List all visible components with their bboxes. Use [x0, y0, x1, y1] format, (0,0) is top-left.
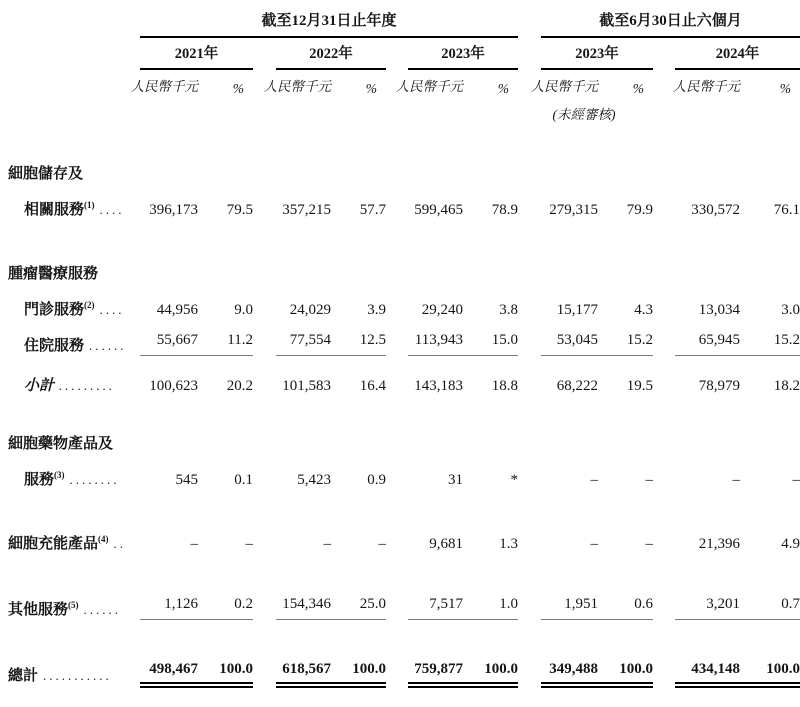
row-cell-drug-line1: [2, 419, 800, 453]
value-cell: 12.5: [331, 319, 386, 355]
gap-cell: [386, 453, 408, 489]
value-cell: –: [792, 471, 800, 488]
row-label: [2, 517, 140, 553]
gap-cell: [518, 517, 541, 553]
row-subtotal: [2, 355, 800, 395]
value-cell: 19.5: [626, 377, 654, 394]
year-label-2022: 2022年: [276, 37, 386, 69]
empty-cell: [2, 69, 140, 97]
value-cell: 100,623: [149, 377, 198, 394]
row-inpatient-services: [2, 319, 800, 355]
gap-cell: [518, 643, 541, 685]
total-value-cell: 349,488: [541, 643, 598, 685]
row-label-text: 相關服務: [24, 201, 85, 218]
value-cell: 31: [448, 471, 463, 488]
value-cell: 13,034: [698, 301, 741, 318]
gap-cell: [386, 283, 408, 319]
unit-header-row: [2, 69, 800, 97]
value-cell: 0.6: [598, 583, 653, 619]
spacer-row: [2, 553, 800, 583]
row-label-text: 小計: [24, 377, 55, 394]
value-cell: 15.2: [740, 319, 800, 355]
row-cell-energy-products: [2, 517, 800, 553]
unit-label: [395, 69, 463, 97]
value-cell: 1.3: [499, 535, 519, 552]
row-label-text: 服務: [24, 471, 55, 488]
value-cell: 16.4: [359, 377, 386, 394]
row-cell-storage-related-services: [2, 183, 800, 219]
footnote-marker: (1): [84, 199, 95, 210]
gap-cell: [253, 319, 276, 355]
unit-label-text: 人民幣千元: [395, 79, 463, 95]
gap-cell: [386, 517, 408, 553]
total-label: [2, 643, 140, 685]
row-label: [2, 453, 140, 489]
value-cell: 0.2: [198, 583, 253, 619]
pct-label: %: [365, 81, 377, 97]
total-value-cell: 100.0: [463, 643, 518, 685]
value-cell: 18.2: [773, 377, 800, 394]
spacer-row: [2, 123, 800, 149]
row-label: [2, 319, 140, 355]
total-value-cell: 618,567: [276, 643, 331, 685]
empty-cell: [2, 97, 518, 123]
value-cell: 0.9: [367, 471, 386, 488]
gap-cell: [653, 183, 675, 219]
gap-cell: [518, 97, 541, 123]
value-cell: –: [245, 535, 253, 552]
year-label-2023-interim: 2023年: [541, 37, 653, 69]
value-cell: 53,045: [541, 319, 598, 355]
value-cell: –: [732, 471, 741, 488]
period-jun-header: 截至6月30日止六個月: [541, 2, 800, 37]
unit-label: [672, 69, 741, 97]
row-label-text: 其他服務: [8, 601, 69, 618]
leader-dots: ..: [113, 535, 127, 551]
row-label: 細胞儲存及: [8, 165, 84, 182]
row-cell-drug-services: [2, 453, 800, 489]
value-cell: 113,943: [408, 319, 463, 355]
value-cell: 24,029: [289, 301, 331, 318]
gap-cell: [253, 183, 276, 219]
pct-label: %: [497, 81, 510, 97]
gap-cell: [386, 643, 408, 685]
value-cell: 25.0: [331, 583, 386, 619]
unaudited-note: (未經審核): [552, 107, 616, 123]
value-cell: 21,396: [698, 535, 741, 552]
gap-cell: [253, 517, 276, 553]
gap-cell: [653, 37, 675, 69]
empty-cell: [2, 2, 140, 37]
year-label-2021: 2021年: [140, 37, 253, 69]
value-cell: 330,572: [691, 201, 741, 218]
gap-cell: [653, 319, 675, 355]
value-cell: 3.8: [499, 301, 519, 318]
value-cell: 3,201: [675, 583, 740, 619]
row-label-text: 門診服務: [24, 301, 85, 318]
row-other-services: [2, 583, 800, 619]
gap-cell: [518, 319, 541, 355]
year-label-2024: 2024年: [675, 37, 800, 69]
gap-cell: [253, 37, 276, 69]
value-cell: 545: [175, 471, 198, 488]
revenue-breakdown-table: [2, 2, 800, 688]
value-cell: 3.0: [781, 301, 800, 318]
value-cell: 79.5: [226, 201, 253, 218]
total-value-cell: 434,148: [675, 643, 740, 685]
value-cell: 4.9: [781, 535, 800, 552]
value-cell: 5,423: [297, 471, 331, 488]
value-cell: 1,126: [140, 583, 198, 619]
value-cell: 11.2: [198, 319, 253, 355]
pct-label: %: [232, 81, 244, 97]
row-total: [2, 643, 800, 685]
gap-cell: [518, 183, 541, 219]
unit-label: [130, 69, 198, 97]
value-cell: 29,240: [421, 301, 463, 318]
pct-label: %: [632, 81, 645, 97]
empty-cell: [653, 97, 800, 123]
period-header-row: [2, 2, 800, 37]
value-cell: 20.2: [226, 377, 253, 394]
year-label-2023: 2023年: [408, 37, 518, 69]
value-cell: 76.1: [773, 201, 800, 218]
spacer-row: [2, 619, 800, 643]
gap-cell: [386, 319, 408, 355]
unaudited-row: [2, 97, 800, 123]
total-value-cell: 759,877: [408, 643, 463, 685]
row-label: [2, 183, 140, 219]
value-cell: 279,315: [549, 201, 599, 218]
spacer-row: [2, 489, 800, 517]
footnote-marker: (4): [98, 533, 109, 544]
total-value-cell: 100.0: [331, 643, 386, 685]
value-cell: 7,517: [408, 583, 463, 619]
value-cell: 68,222: [556, 377, 599, 394]
footnote-marker: (5): [68, 599, 79, 610]
value-cell: 101,583: [282, 377, 331, 394]
value-cell: 154,346: [276, 583, 331, 619]
value-cell: 78.9: [491, 201, 519, 218]
total-value-cell: 498,467: [140, 643, 198, 685]
pct-label: %: [779, 81, 792, 97]
leader-dots: ...........: [43, 667, 112, 683]
gap-cell: [253, 283, 276, 319]
leader-dots: ....: [99, 201, 125, 217]
value-cell: –: [645, 471, 654, 488]
leader-dots: ......: [89, 337, 127, 353]
value-cell: 4.3: [634, 301, 654, 318]
unit-label-text: 人民幣千元: [672, 79, 741, 95]
gap-cell: [653, 517, 675, 553]
gap-cell: [653, 643, 675, 685]
value-cell: 3.9: [367, 301, 386, 318]
value-cell: 44,956: [156, 301, 198, 318]
gap-cell: [253, 355, 276, 395]
row-label: 細胞藥物產品及: [8, 435, 114, 452]
gap-cell: [653, 453, 675, 489]
row-oncology-header: [2, 249, 800, 283]
spacer-row: [2, 395, 800, 419]
gap-cell: [653, 583, 675, 619]
value-cell: –: [645, 535, 654, 552]
value-cell: 15,177: [556, 301, 599, 318]
unit-label-text: 人民幣千元: [263, 79, 331, 95]
leader-dots: ......: [83, 601, 122, 617]
row-label-text: 總計: [8, 667, 39, 684]
value-cell: 15.0: [463, 319, 518, 355]
value-cell: 599,465: [414, 201, 463, 218]
leader-dots: ....: [99, 301, 125, 317]
gap-cell: [518, 583, 541, 619]
footnote-marker: (2): [84, 299, 95, 310]
unit-label: [263, 69, 331, 97]
value-cell: 15.2: [598, 319, 653, 355]
value-cell: 55,667: [140, 319, 198, 355]
value-cell: 396,173: [149, 201, 198, 218]
value-cell: 79.9: [626, 201, 654, 218]
value-cell: 0.7: [740, 583, 800, 619]
gap-cell: [253, 643, 276, 685]
value-cell: *: [510, 471, 519, 488]
footnote-marker: (3): [54, 469, 65, 480]
gap-cell: [386, 355, 408, 395]
value-cell: –: [323, 535, 331, 552]
value-cell: 9.0: [234, 301, 253, 318]
value-cell: 143,183: [414, 377, 463, 394]
total-value-cell: 100.0: [198, 643, 253, 685]
leader-dots: ........: [69, 471, 120, 487]
value-cell: 77,554: [276, 319, 331, 355]
leader-dots: .........: [59, 377, 116, 393]
value-cell: 9,681: [429, 535, 463, 552]
total-value-cell: 100.0: [740, 643, 800, 685]
row-cell-storage-line1: [2, 149, 800, 183]
gap-cell: [253, 453, 276, 489]
year-header-row: [2, 37, 800, 69]
period-dec-header: 截至12月31日止年度: [140, 2, 518, 37]
value-cell: 65,945: [675, 319, 740, 355]
unit-label-text: 人民幣千元: [130, 79, 198, 95]
value-cell: –: [590, 535, 599, 552]
gap-cell: [518, 283, 541, 319]
gap-cell: [518, 355, 541, 395]
gap-cell: [653, 283, 675, 319]
gap-cell: [386, 583, 408, 619]
subtotal-label: [2, 355, 140, 395]
value-cell: –: [378, 535, 386, 552]
gap-cell: [653, 355, 675, 395]
value-cell: –: [190, 535, 198, 552]
value-cell: 1.0: [463, 583, 518, 619]
section-label: 腫瘤醫療服務: [8, 265, 99, 282]
empty-cell: [2, 37, 140, 69]
row-label-text: 住院服務: [24, 337, 85, 354]
value-cell: 18.8: [491, 377, 519, 394]
unit-label-text: 人民幣千元: [530, 79, 599, 95]
unit-label: [530, 69, 599, 97]
value-cell: 78,979: [698, 377, 741, 394]
spacer-row: [2, 219, 800, 249]
row-outpatient-services: [2, 283, 800, 319]
gap-cell: [518, 453, 541, 489]
gap-cell: [518, 2, 541, 37]
value-cell: 357,215: [282, 201, 331, 218]
gap-cell: [386, 183, 408, 219]
row-label-text: 細胞充能產品: [8, 535, 99, 552]
gap-cell: [386, 37, 408, 69]
gap-cell: [518, 37, 541, 69]
value-cell: 1,951: [541, 583, 598, 619]
row-label: [2, 283, 140, 319]
row-label: [2, 583, 140, 619]
value-cell: 57.7: [359, 201, 386, 218]
gap-cell: [253, 583, 276, 619]
total-value-cell: 100.0: [598, 643, 653, 685]
value-cell: 0.1: [234, 471, 253, 488]
value-cell: –: [590, 471, 599, 488]
